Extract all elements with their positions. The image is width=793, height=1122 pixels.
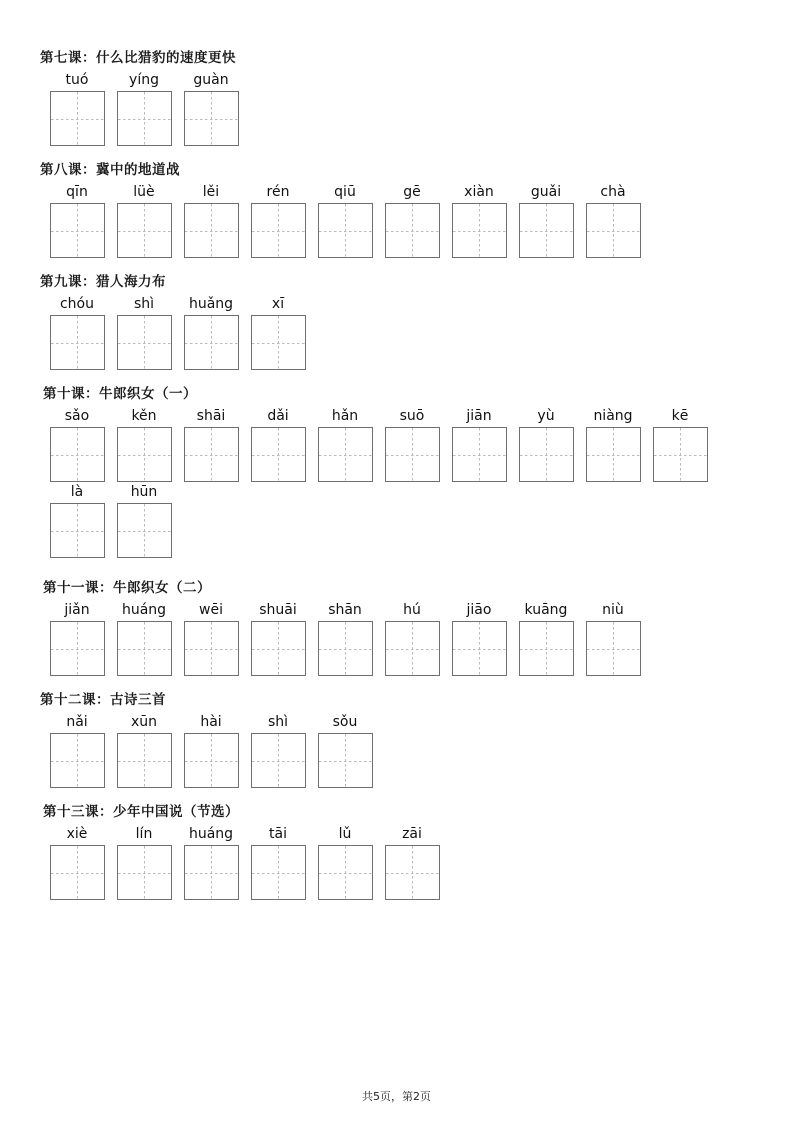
grid-cell	[44, 296, 110, 370]
grid-cell	[647, 408, 713, 482]
grid-cell	[178, 184, 244, 258]
grid-cell	[245, 826, 311, 900]
grid-cell	[178, 296, 244, 370]
pinyin-label: shān	[328, 602, 362, 618]
grid-cell	[446, 184, 512, 258]
writing-box[interactable]	[318, 203, 373, 258]
writing-box[interactable]	[586, 621, 641, 676]
writing-box[interactable]	[586, 427, 641, 482]
pinyin-label: chóu	[59, 296, 94, 312]
pinyin-label: shì	[267, 714, 289, 730]
lesson-title-9: 第九课：猎人海力布	[40, 274, 166, 290]
writing-box[interactable]	[117, 621, 172, 676]
grid-cell	[111, 484, 177, 558]
lesson-section-12	[38, 688, 753, 790]
pinyin-label: nǎi	[66, 714, 88, 730]
pinyin-label: sǎo	[64, 408, 90, 424]
pinyin-label: rén	[266, 184, 290, 200]
grid-cell	[245, 408, 311, 482]
writing-box[interactable]	[251, 621, 306, 676]
character-grid-7	[38, 72, 753, 148]
writing-box[interactable]	[653, 427, 708, 482]
writing-box[interactable]	[519, 427, 574, 482]
writing-box[interactable]	[251, 427, 306, 482]
grid-cell	[245, 602, 311, 676]
writing-box[interactable]	[251, 733, 306, 788]
pinyin-label: là	[70, 484, 84, 500]
lesson-title-7: 第七课：什么比猎豹的速度更快	[40, 50, 236, 66]
page-number-text: 共5页，第2页	[362, 1090, 431, 1103]
grid-cell	[245, 714, 311, 788]
writing-box[interactable]	[117, 503, 172, 558]
pinyin-label: tāi	[269, 826, 287, 842]
grid-cell	[44, 484, 110, 558]
grid-cell	[312, 184, 378, 258]
pinyin-label: sǒu	[332, 714, 358, 730]
writing-box[interactable]	[318, 845, 373, 900]
writing-box[interactable]	[50, 203, 105, 258]
writing-box[interactable]	[184, 845, 239, 900]
grid-cell	[312, 826, 378, 900]
writing-box[interactable]	[318, 733, 373, 788]
writing-box[interactable]	[251, 845, 306, 900]
character-grid-13	[38, 826, 753, 902]
grid-cell	[44, 602, 110, 676]
page-footer	[0, 1088, 793, 1104]
grid-cell	[513, 184, 579, 258]
pinyin-label: kuāng	[524, 602, 568, 618]
writing-box[interactable]	[452, 621, 507, 676]
grid-cell	[44, 408, 110, 482]
grid-cell	[513, 602, 579, 676]
writing-box[interactable]	[385, 203, 440, 258]
grid-cell	[111, 184, 177, 258]
pinyin-label: kē	[671, 408, 689, 424]
grid-cell	[111, 408, 177, 482]
lesson-section-8	[38, 158, 753, 260]
pinyin-label: suō	[399, 408, 425, 424]
pinyin-label: xiàn	[464, 184, 494, 200]
writing-box[interactable]	[318, 427, 373, 482]
writing-box[interactable]	[117, 315, 172, 370]
pinyin-label: shì	[133, 296, 155, 312]
writing-box[interactable]	[117, 91, 172, 146]
grid-cell	[446, 602, 512, 676]
grid-cell	[312, 602, 378, 676]
grid-cell	[111, 714, 177, 788]
writing-box[interactable]	[251, 203, 306, 258]
writing-box[interactable]	[50, 91, 105, 146]
lesson-title-10: 第十课：牛郎织女（一）	[43, 386, 197, 402]
grid-cell	[178, 602, 244, 676]
writing-box[interactable]	[50, 503, 105, 558]
grid-cell	[44, 714, 110, 788]
writing-box[interactable]	[50, 733, 105, 788]
lesson-section-13	[38, 800, 753, 902]
pinyin-label: jiǎn	[64, 602, 90, 618]
character-grid-9	[38, 296, 753, 372]
grid-cell	[178, 826, 244, 900]
pinyin-label: huáng	[188, 826, 234, 842]
pinyin-label: tuó	[65, 72, 89, 88]
grid-cell	[379, 602, 445, 676]
writing-box[interactable]	[184, 91, 239, 146]
writing-box[interactable]	[385, 621, 440, 676]
grid-cell	[44, 826, 110, 900]
grid-cell	[513, 408, 579, 482]
writing-box[interactable]	[519, 203, 574, 258]
pinyin-label: gē	[403, 184, 421, 200]
pinyin-label: jiān	[466, 408, 492, 424]
writing-box[interactable]	[519, 621, 574, 676]
character-grid-11	[38, 602, 753, 678]
character-grid-8	[38, 184, 753, 260]
pinyin-label: shuāi	[259, 602, 297, 618]
grid-cell	[379, 184, 445, 258]
pinyin-label: dǎi	[267, 408, 289, 424]
pinyin-label: hūn	[130, 484, 158, 500]
lesson-section-7	[38, 46, 753, 148]
writing-box[interactable]	[184, 203, 239, 258]
pinyin-label: lüè	[133, 184, 155, 200]
grid-cell	[178, 714, 244, 788]
pinyin-label: shāi	[196, 408, 226, 424]
lesson-title-12: 第十二课：古诗三首	[40, 692, 166, 708]
writing-box[interactable]	[452, 203, 507, 258]
section-spacer	[38, 566, 753, 576]
pinyin-label: lěi	[202, 184, 220, 200]
writing-box[interactable]	[117, 203, 172, 258]
writing-box[interactable]	[50, 427, 105, 482]
pinyin-label: qīn	[66, 184, 88, 200]
lesson-section-9	[38, 270, 753, 372]
writing-box[interactable]	[50, 315, 105, 370]
writing-box[interactable]	[184, 621, 239, 676]
pinyin-label: niàng	[593, 408, 633, 424]
pinyin-label: xiè	[66, 826, 88, 842]
pinyin-label: lín	[135, 826, 153, 842]
writing-box[interactable]	[117, 845, 172, 900]
pinyin-label: xī	[271, 296, 285, 312]
grid-cell	[111, 602, 177, 676]
pinyin-label: kěn	[131, 408, 157, 424]
grid-cell	[379, 408, 445, 482]
lesson-section-10	[38, 382, 753, 560]
writing-box[interactable]	[318, 621, 373, 676]
writing-box[interactable]	[117, 427, 172, 482]
grid-cell	[111, 826, 177, 900]
lesson-section-11	[38, 576, 753, 678]
pinyin-label: wēi	[199, 602, 223, 618]
character-grid-10	[38, 408, 753, 560]
grid-cell	[44, 72, 110, 146]
grid-cell	[580, 184, 646, 258]
writing-box[interactable]	[251, 315, 306, 370]
pinyin-label: huáng	[121, 602, 167, 618]
grid-cell	[111, 72, 177, 146]
grid-cell	[111, 296, 177, 370]
pinyin-label: hú	[403, 602, 421, 618]
grid-cell	[580, 602, 646, 676]
grid-cell	[178, 72, 244, 146]
writing-box[interactable]	[50, 621, 105, 676]
writing-box[interactable]	[452, 427, 507, 482]
pinyin-label: lǔ	[338, 826, 352, 842]
character-grid-12	[38, 714, 753, 790]
grid-cell	[245, 184, 311, 258]
grid-cell	[44, 184, 110, 258]
pinyin-label: guàn	[193, 72, 229, 88]
pinyin-label: niù	[602, 602, 624, 618]
lesson-title-11: 第十一课：牛郎织女（二）	[43, 580, 211, 596]
writing-box[interactable]	[50, 845, 105, 900]
grid-cell	[245, 296, 311, 370]
pinyin-label: yù	[537, 408, 555, 424]
pinyin-label: hǎn	[331, 408, 359, 424]
writing-box[interactable]	[184, 733, 239, 788]
lesson-title-13: 第十三课：少年中国说（节选）	[43, 804, 239, 820]
pinyin-label: huǎng	[188, 296, 234, 312]
grid-cell	[312, 714, 378, 788]
writing-box[interactable]	[184, 315, 239, 370]
pinyin-label: hài	[200, 714, 222, 730]
writing-box[interactable]	[385, 427, 440, 482]
pinyin-label: xūn	[130, 714, 158, 730]
pinyin-label: chà	[600, 184, 626, 200]
lesson-title-8: 第八课：冀中的地道战	[40, 162, 180, 178]
writing-box[interactable]	[117, 733, 172, 788]
grid-cell	[446, 408, 512, 482]
writing-box[interactable]	[184, 427, 239, 482]
writing-box[interactable]	[586, 203, 641, 258]
pinyin-label: zāi	[402, 826, 422, 842]
writing-box[interactable]	[385, 845, 440, 900]
grid-cell	[312, 408, 378, 482]
pinyin-label: qiū	[334, 184, 356, 200]
grid-cell	[178, 408, 244, 482]
pinyin-label: jiāo	[466, 602, 492, 618]
grid-cell	[580, 408, 646, 482]
pinyin-label: guǎi	[530, 184, 562, 200]
pinyin-label: yíng	[129, 72, 159, 88]
grid-cell	[379, 826, 445, 900]
